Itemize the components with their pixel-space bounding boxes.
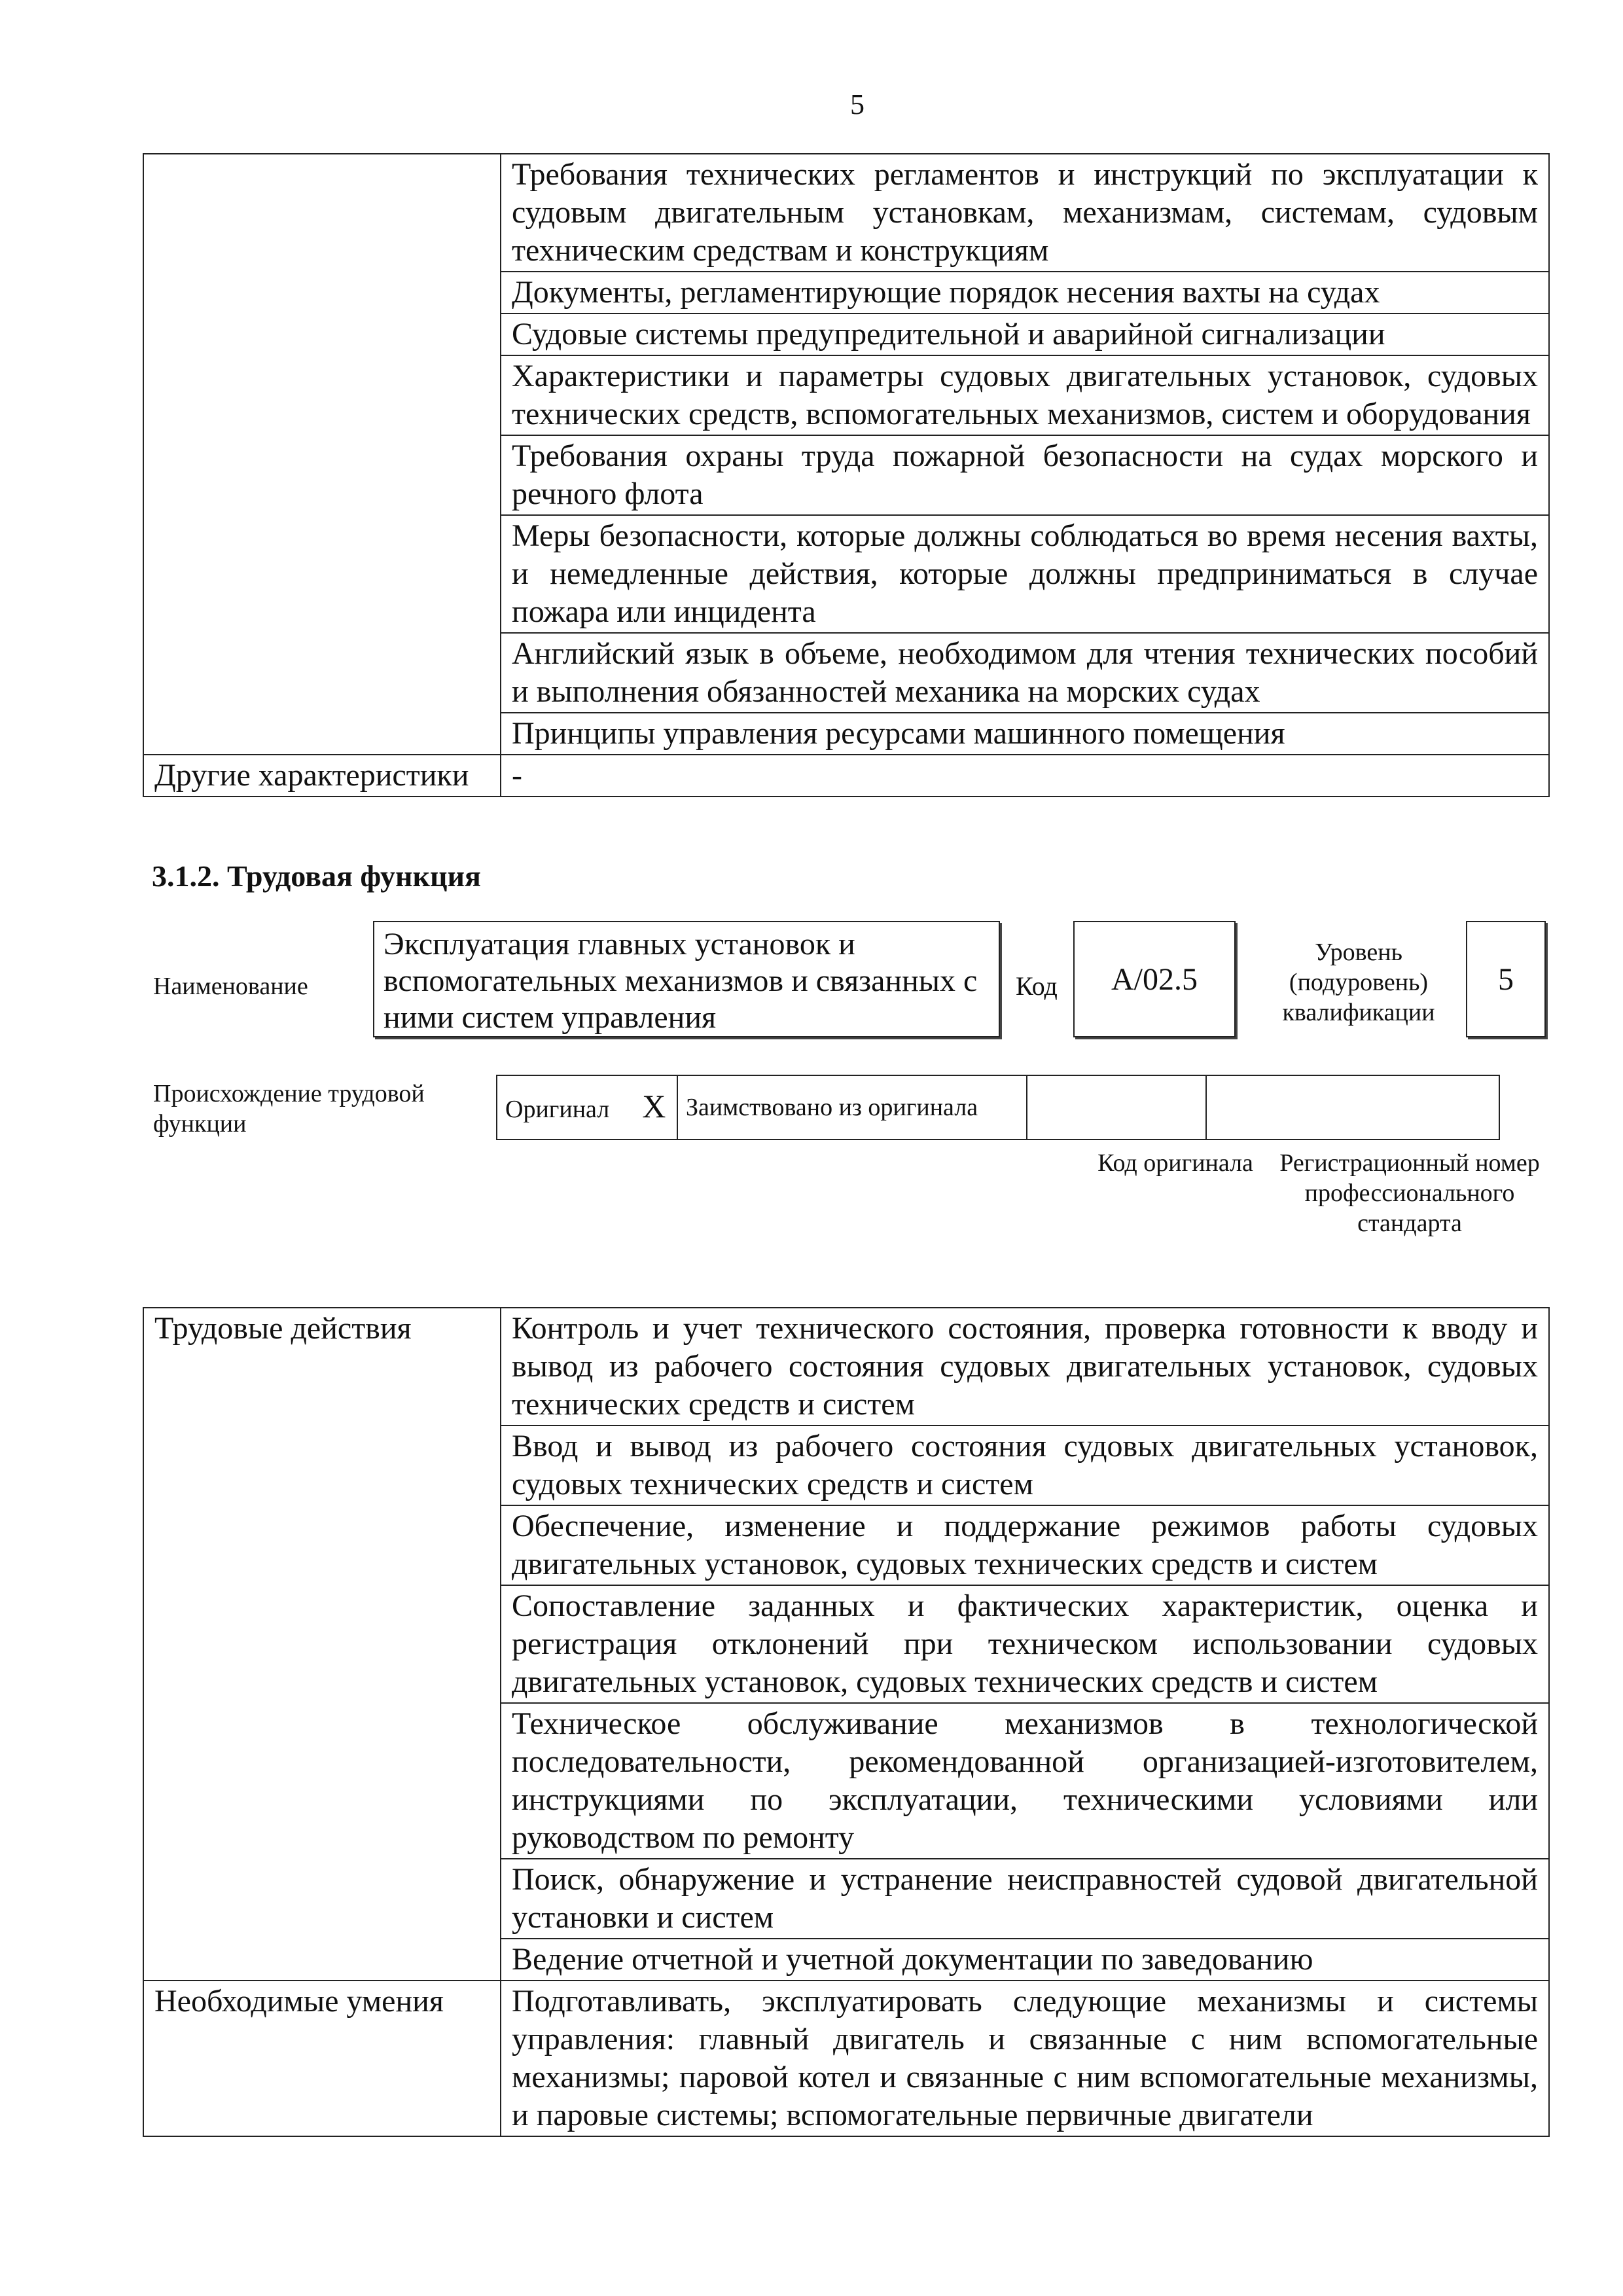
name-label: Наименование: [153, 973, 308, 1000]
level-label: Уровень (подуровень) квалификации: [1282, 939, 1435, 1026]
origin-label: Происхождение трудовой функции: [153, 1080, 425, 1138]
knowledge-item: Судовые системы предупредительной и аварийной сигнализации: [501, 314, 1549, 355]
action-item: Ввод и вывод из рабочего состояния судовых двигательных установок, судовых технических средств и систем: [501, 1426, 1549, 1505]
other-characteristics-label: Другие характеристики: [143, 755, 501, 797]
actions-label: Трудовые действия: [143, 1308, 501, 1981]
knowledge-item: Требования охраны труда пожарной безопасности на судах морского и речного флота: [501, 435, 1549, 515]
knowledge-item: Документы, регламентирующие порядок несения вахты на судах: [501, 272, 1549, 314]
registration-number-caption: Регистрационный номер профессионального стандарта: [1279, 1149, 1540, 1237]
code-label: Код: [1016, 971, 1058, 1001]
actions-table: [143, 1307, 1550, 2137]
original-mark: X: [642, 1087, 666, 1124]
knowledge-item: Меры безопасности, которые должны соблюдаться во время несения вахты, и немедленные действия, которые должны предприниматься в случае пожара или инцидента: [501, 515, 1549, 633]
action-item: Ведение отчетной и учетной документации по заведованию: [501, 1939, 1549, 1981]
action-item: Сопоставление заданных и фактических характеристик, оценка и регистрация отклонений при техническом использовании судовых двигательных установок, судовых технических средств и систем: [501, 1585, 1549, 1703]
knowledge-item: Требования технических регламентов и инструкций по эксплуатации к судовым двигательным установкам, механизмам, системам, судовым техническим средствам и конструкциям: [501, 154, 1549, 272]
function-code-box: A/02.5: [1073, 921, 1236, 1037]
function-name-box: Эксплуатация главных установок и вспомогательных механизмов и связанных с ними систем управления: [373, 921, 1000, 1037]
knowledge-item: Характеристики и параметры судовых двигательных установок, судовых технических средств, вспомогательных механизмов, систем и оборудования: [501, 355, 1549, 435]
original-code-caption: Код оригинала: [1097, 1149, 1253, 1177]
original-cell: [497, 1075, 677, 1139]
page-number: 5: [850, 88, 865, 120]
knowledge-table: [143, 153, 1550, 797]
level-box: 5: [1466, 921, 1546, 1037]
action-item: Обеспечение, изменение и поддержание режимов работы судовых двигательных установок, судовых технических средств и систем: [501, 1505, 1549, 1585]
knowledge-empty-cell: [143, 154, 501, 755]
borrowed-cell: Заимствовано из оригинала: [677, 1075, 1027, 1139]
knowledge-item: Английский язык в объеме, необходимом для чтения технических пособий и выполнения обязанностей механика на морских судах: [501, 633, 1549, 713]
action-item: Контроль и учет технического состояния, проверка готовности к вводу и вывод из рабочего состояния судовых двигательных установок, судовых технических средств и систем: [501, 1308, 1549, 1426]
original-code-cell: [1027, 1075, 1206, 1139]
skills-label: Необходимые умения: [143, 1981, 501, 2136]
other-characteristics-value: -: [501, 755, 1549, 797]
origin-table: [496, 1075, 1500, 1140]
registration-number-cell: [1206, 1075, 1499, 1139]
original-label: Оригинал: [505, 1095, 610, 1123]
section-title: 3.1.2. Трудовая функция: [152, 859, 481, 893]
skill-item: Подготавливать, эксплуатировать следующие механизмы и системы управления: главный двигатель и связанные с ним вспомогательные механизмы; паровой котел и связанные с ним вспомогательные механизмы, и паровые системы; вспомогательные первичные двигатели: [501, 1981, 1549, 2136]
action-item: Поиск, обнаружение и устранение неисправностей судовой двигательной установки и систем: [501, 1859, 1549, 1939]
action-item: Техническое обслуживание механизмов в технологической последовательности, рекомендованной организацией-изготовителем, инструкциями по эксплуатации, техническими условиями или руководством по ремонту: [501, 1703, 1549, 1859]
knowledge-item: Принципы управления ресурсами машинного помещения: [501, 713, 1549, 755]
